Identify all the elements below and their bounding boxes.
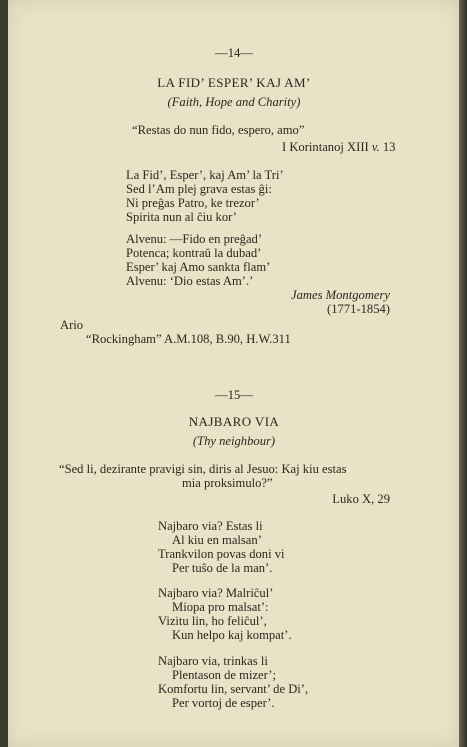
epigraph-15-line1: “Sed li, dezirante pravigi sin, diris al Jesuo: Kaj kiu estas — [59, 462, 347, 476]
stanza-line: Ni preĝas Patro, ke trezor’ — [126, 196, 260, 210]
stanza-line: Esper’ kaj Amo sankta flam’ — [126, 260, 271, 274]
page-number-14: —14— — [215, 46, 253, 60]
author-dates: (1771-1854) — [327, 302, 390, 316]
reference-verse-abbr: v. — [371, 140, 380, 154]
reference-book: I Korintanoj XIII — [282, 140, 369, 154]
stanza-line: Komfortu lin, servant’ de Di’, — [158, 682, 309, 696]
stanza-line: Najbaro via? Malriĉul’ — [158, 586, 274, 600]
stanza-line: Plentason de mizer’; — [172, 668, 276, 682]
stanza-line: Najbaro via? Estas li — [158, 519, 263, 533]
stanza-line: Per tuŝo de la man’. — [172, 561, 273, 575]
stanza-line: Spirita nun al ĉiu kor’ — [126, 210, 237, 224]
stanza-line: Alvenu: ‘Dio estas Am’.’ — [126, 274, 254, 288]
stanza-line: Per vortoj de esper’. — [172, 696, 275, 710]
scripture-reference-14 — [282, 140, 395, 154]
book-page — [8, 0, 460, 747]
epigraph-15-line2: mia proksimulo?” — [182, 476, 273, 490]
stanza-line: La Fid’, Esper’, kaj Am’ la Tri’ — [126, 168, 284, 182]
page-number-15: —15— — [215, 388, 253, 402]
stanza-line: Alvenu: —Fido en preĝad’ — [126, 232, 263, 246]
stanza-line: Kun helpo kaj kompat’. — [172, 628, 292, 642]
hymn-title-15: NAJBARO VIA — [188, 414, 280, 429]
hymn-title-14: LA FID’ ESPER’ KAJ AM’ — [157, 75, 311, 90]
scripture-reference-15: Luko X, 29 — [332, 492, 390, 506]
tune-reference: “Rockingham” A.M.108, B.90, H.W.311 — [86, 332, 291, 346]
stanza-line: Vizitu lin, ho feliĉul’, — [158, 614, 267, 628]
hymn-subtitle-15: (Thy neighbour) — [192, 434, 276, 448]
stanza-line: Najbaro via, trinkas li — [158, 654, 268, 668]
author-name: James Montgomery — [291, 288, 390, 302]
stanza-line: Al kiu en malsan’ — [172, 533, 262, 547]
hymn-subtitle-14: (Faith, Hope and Charity) — [167, 95, 301, 109]
stanza-line: Trankvilon povas doni vi — [158, 547, 285, 561]
stanza-line: Potenca; kontraŭ la dubad’ — [126, 246, 262, 260]
reference-number: 13 — [382, 140, 396, 154]
epigraph-14: “Restas do nun fido, espero, amo” — [132, 123, 305, 137]
stanza-line: Sed l’Am plej grava estas ĝi: — [126, 182, 272, 196]
stanza-line: Miopa pro malsat’: — [172, 600, 269, 614]
tune-label: Ario — [60, 318, 84, 332]
page-edge-shadow — [459, 0, 467, 747]
